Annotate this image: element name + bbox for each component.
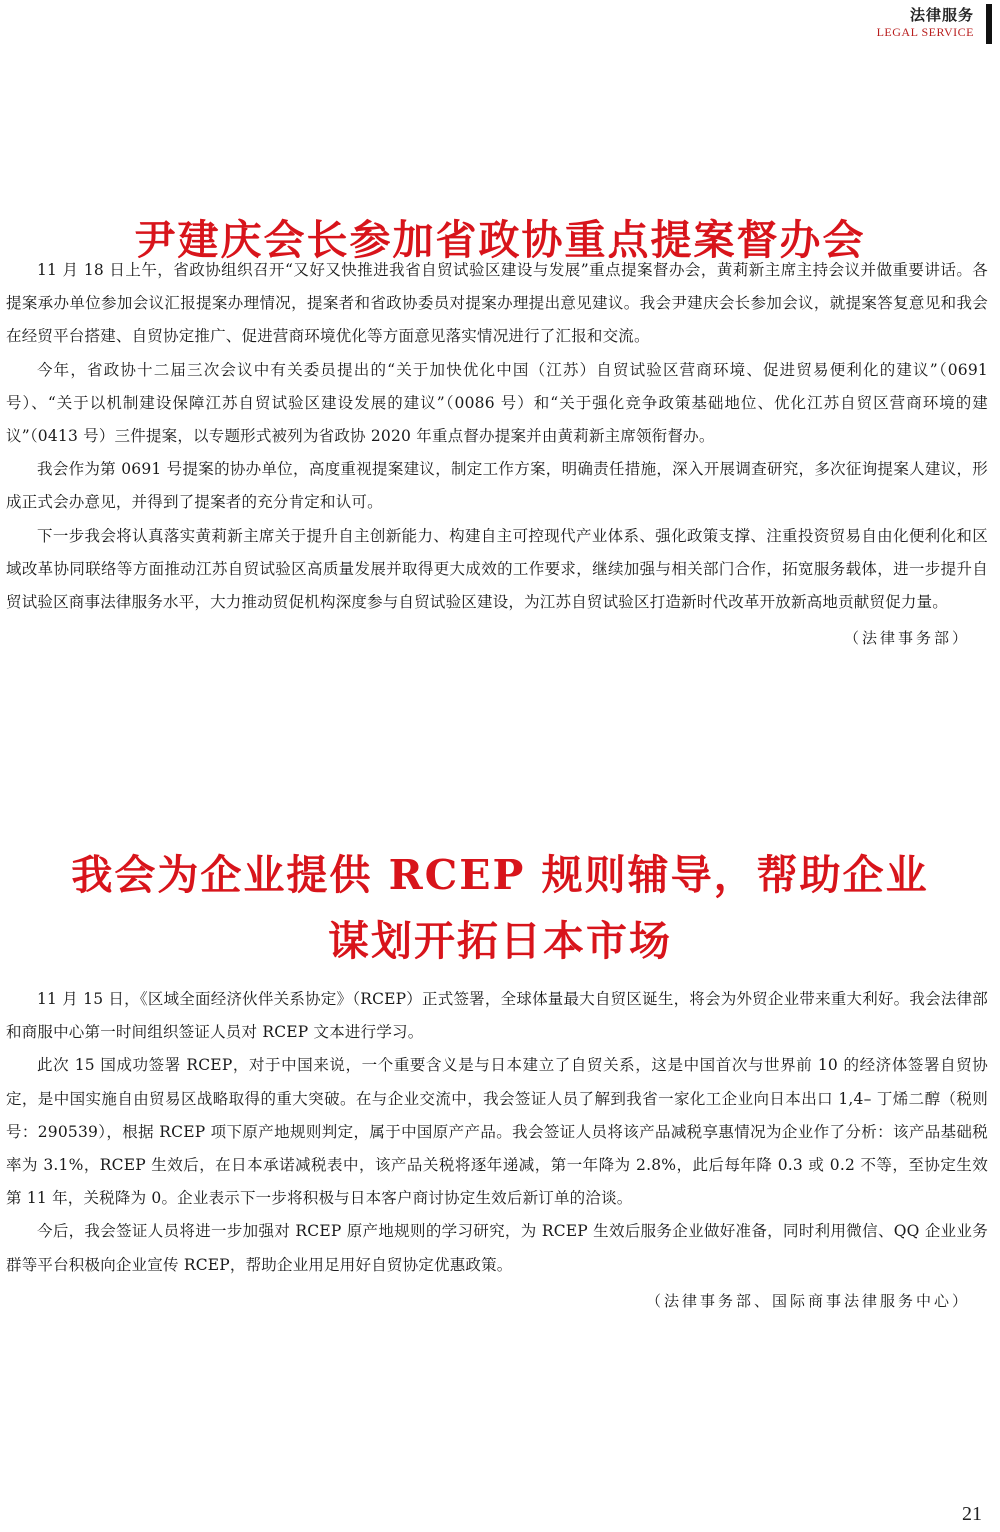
page-number: 21 bbox=[962, 1503, 982, 1525]
article2-source: （法律事务部、国际商事法律服务中心） bbox=[645, 1291, 970, 1310]
running-header bbox=[877, 6, 974, 40]
header-section-en: LEGAL SERVICE bbox=[876, 25, 974, 39]
article1-paragraph: 我会作为第 0691 号提案的协办单位，高度重视提案建议，制定工作方案，明确责任措施，深入开展调查研究，多次征询提案人建议，形成正式会办意见，并得到了提案者的充分肯定和认可。 bbox=[6, 460, 988, 512]
article2-title-line1: 我会为企业提供 RCEP 规则辅导，帮助企业 bbox=[71, 851, 929, 899]
article1-paragraph: 下一步我会将认真落实黄莉新主席关于提升自主创新能力、构建自主可控现代产业体系、强化政策支撑、注重投资贸易自由化便利化和区域改革协同联络等方面推动江苏自贸试验区高质量发展并取得更大成效的工作要求，继续加强与相关部门合作，拓宽服务载体，进一步提升自贸试验区商事法律服务水平，大力推动贸促机构深度参与自贸试验区建设，为江苏自贸试验区打造新时代改革开放新高地贡献贸促力量。 bbox=[6, 526, 988, 612]
article1-title: 尹建庆会长参加省政协重点提案督办会 bbox=[134, 216, 866, 265]
article2-body bbox=[6, 983, 988, 1318]
article2-title bbox=[0, 842, 1000, 974]
article1-paragraph: 11 月 18 日上午，省政协组织召开“又好又快推进我省自贸试验区建设与发展”重点提案督办会，黄莉新主席主持会议并做重要讲话。各提案承办单位参加会议汇报提案办理情况，提案者和省政协委员对提案办理提出意见建议。我会尹建庆会长参加会议，就提案答复意见和我会在经贸平台搭建、自贸协定推广、促进营商环境优化等方面意见落实情况进行了汇报和交流。 bbox=[6, 261, 988, 346]
article1-source: （法律事务部） bbox=[843, 629, 970, 648]
article2-paragraph: 今后，我会签证人员将进一步加强对 RCEP 原产地规则的学习研究，为 RCEP 生效后服务企业做好准备，同时利用微信、QQ 企业业务群等平台积极向企业宣传 RCEP，帮助企业用足用好自贸协定优惠政策。 bbox=[6, 1222, 988, 1274]
article1-paragraph: 今年，省政协十二届三次会议中有关委员提出的“关于加快优化中国（江苏）自贸试验区营商环境、促进贸易便利化的建议”（0691 号）、“关于以机制建设保障江苏自贸试验区建设发展的建议”（0086 号）和“关于强化竞争政策基础地位、优化江苏自贸区营商环境的建议”（0413 号）三件提案，以专题形式被列为省政协 2020 年重点督办提案并由黄莉新主席领衔督办。 bbox=[6, 360, 988, 446]
article1-body bbox=[6, 254, 988, 655]
article2-title-line2: 谋划开拓日本市场 bbox=[328, 917, 672, 965]
article2-paragraph: 11 月 15 日，《区域全面经济伙伴关系协定》（RCEP）正式签署，全球体量最大自贸区诞生，将会为外贸企业带来重大利好。我会法律部和商服中心第一时间组织签证人员对 RCEP 文本进行学习。 bbox=[6, 990, 988, 1042]
header-bar bbox=[986, 4, 992, 44]
header-section-cn: 法律服务 bbox=[909, 6, 974, 24]
article2-paragraph: 此次 15 国成功签署 RCEP，对于中国来说，一个重要含义是与日本建立了自贸关系，这是中国首次与世界前 10 的经济体签署自贸协定，是中国实施自由贸易区战略取得的重大突破。在与企业交流中，我会签证人员了解到我省一家化工企业向日本出口 1,4– 丁烯二醇（税则号：290539），根据 RCEP 项下原产地规则判定，属于中国原产产品。我会签证人员将该产品减税享惠情况为企业作了分析：该产品基础税率为 3.1%，RCEP 生效后，在日本承诺减税表中，该产品关税将逐年递减，第一年降为 2.8%，此后每年降 0.3 或 0.2 不等，至协定生效第 11 年，关税降为 0。企业表示下一步将积极与日本客户商讨协定生效后新订单的洽谈。 bbox=[6, 1056, 988, 1208]
